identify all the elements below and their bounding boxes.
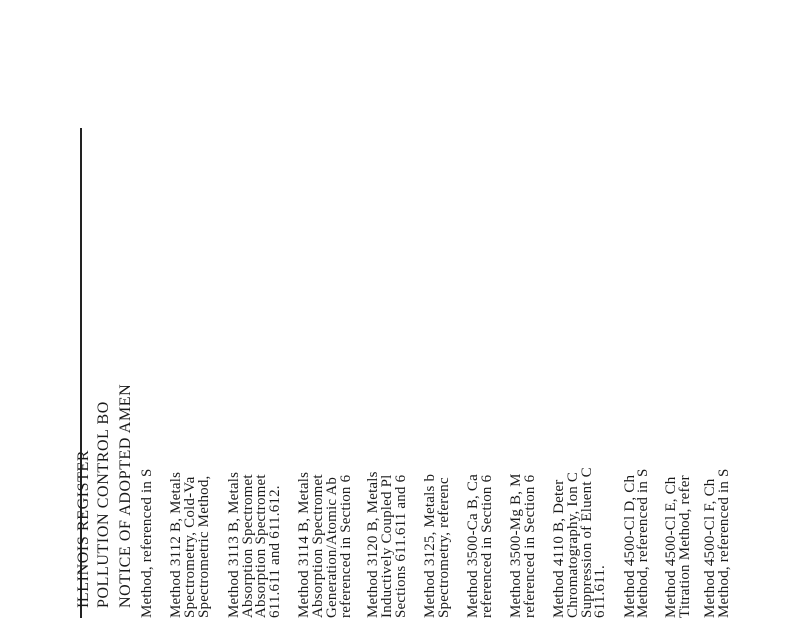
- text-line: Method, referenced in S: [139, 468, 155, 618]
- text-line: Titration Method, refer: [677, 475, 693, 618]
- text-line: Method 4500-Cl F, Ch: [702, 478, 718, 618]
- text-line: Method 3120 B, Metals: [365, 471, 381, 618]
- text-line: 611.611 and 611.612.: [267, 485, 283, 618]
- text-line: Chromatography, Ion C: [565, 471, 581, 618]
- text-line: Method, referenced in S: [716, 468, 732, 618]
- text-line: Suppression of Eluent C: [579, 467, 595, 618]
- text-line: Inductively Coupled Pl: [379, 474, 395, 618]
- text-line: Method 3125, Metals b: [422, 473, 438, 618]
- text-line: Method, referenced in S: [635, 468, 651, 618]
- text-line: referenced in Section 6: [479, 474, 495, 618]
- text-line: Method 4500-Cl E, Ch: [663, 476, 679, 618]
- register-title: ILLINOIS REGISTER: [75, 449, 92, 608]
- text-line: Spectrometry, Cold-Va: [182, 476, 198, 618]
- board-title: POLLUTION CONTROL BO: [95, 401, 112, 608]
- rotated-document: [75, 128, 732, 618]
- text-line: Method 3112 B, Metals: [168, 471, 184, 618]
- text-line: Method 3114 B, Metals: [296, 471, 312, 618]
- text-line: Method 3113 B, Metals: [226, 471, 242, 618]
- text-line: Method 3500-Ca B, Ca: [465, 474, 481, 618]
- text-line: 611.611.: [592, 565, 608, 618]
- text-line: Absorption Spectromet: [310, 474, 326, 618]
- text-line: Method 4110 B, Deter: [551, 479, 567, 618]
- text-line: Generation/Atomic Ab: [324, 476, 340, 618]
- text-line: Method 4500-Cl D, Ch: [622, 474, 638, 618]
- notice-title: NOTICE OF ADOPTED AMEN: [117, 383, 134, 608]
- text-line: Absorption Spectromet: [253, 474, 269, 618]
- text-line: Absorption Spectromet: [240, 474, 256, 618]
- text-line: referenced in Section 6: [522, 474, 538, 618]
- text-line: Spectrometry, referenc: [436, 477, 452, 618]
- text-line: Sections 611.611 and 6: [393, 474, 409, 618]
- text-line: referenced in Section 6: [338, 474, 354, 618]
- text-line: Spectrometric Method,: [196, 475, 212, 618]
- text-line: Method 3500-Mg B, M: [508, 473, 524, 618]
